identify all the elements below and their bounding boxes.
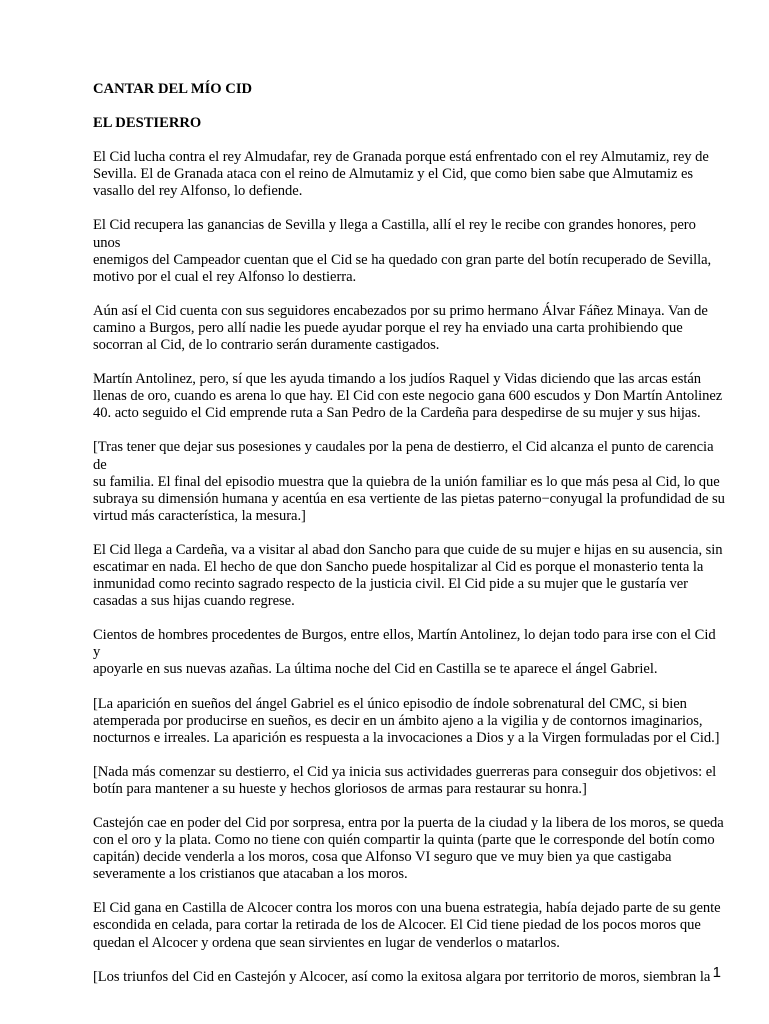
paragraph: Martín Antolinez, pero, sí que les ayuda timando a los judíos Raquel y Vidas diciendo que las arcas están llenas de oro, cuando es arena lo que hay. El Cid con este negocio gana 600 escudos y Don Martín Antolinez 40. acto seguido el Cid emprende ruta a San Pedro de la Cardeña para despedirse de su mujer y sus hijas. bbox=[93, 371, 723, 422]
document-subtitle: EL DESTIERRO bbox=[93, 115, 202, 132]
page-number: 1 bbox=[712, 964, 721, 981]
document-page bbox=[93, 81, 725, 986]
paragraph: Cientos de hombres procedentes de Burgos, entre ellos, Martín Antolinez, lo dejan todo para irse con el Cid y apoyarle en sus nuevas azañas. La última noche del Cid en Castilla se te aparece el ángel Gabriel. bbox=[93, 627, 716, 678]
paragraph: [Los triunfos del Cid en Castejón y Alcocer, así como la exitosa algara por territorio de moros, siembran la bbox=[93, 968, 711, 985]
paragraph: [Tras tener que dejar sus posesiones y caudales por la pena de destierro, el Cid alcanza el punto de carencia de su familia. El final del episodio muestra que la quiebra de la unión familiar es lo que más pesa al Cid, lo que subraya su dimensión humana y acentúa en esa vertiente de las pietas paterno−conyugal la profundidad de su virtud más característica, la mesura.] bbox=[93, 439, 725, 524]
paragraph: El Cid gana en Castilla de Alcocer contra los moros con una buena estrategia, había dejado parte de su gente escondida en celada, para cortar la retirada de los de Alcocer. El Cid tiene piedad de los pocos moros que quedan el Alcocer y ordena que sean sirvientes en lugar de venderlos o matarlos. bbox=[93, 900, 721, 951]
paragraph: Castejón cae en poder del Cid por sorpresa, entra por la puerta de la ciudad y la libera de los moros, se queda con el oro y la plata. Como no tiene con quién compartir la quinta (parte que le corresponde del botín como capitán) decide venderla a los moros, cosa que Alfonso VI seguro que ve muy bien ya que castigaba severamente a los cristianos que atacaban a los moros. bbox=[93, 815, 724, 883]
paragraph: Aún así el Cid cuenta con sus seguidores encabezados por su primo hermano Álvar Fáñez Minaya. Van de camino a Burgos, pero allí nadie les puede ayudar porque el rey ha enviado una carta prohibiendo que socorran al Cid, de lo contrario serán duramente castigados. bbox=[93, 302, 708, 354]
paragraph: El Cid lucha contra el rey Almudafar, rey de Granada porque está enfrentado con el rey Almutamiz, rey de Sevilla. El de Granada ataca con el reino de Almutamiz y el Cid, que como bien sabe que Almutamiz es vasallo del rey Alfonso, lo defiende. bbox=[93, 149, 709, 200]
document-title: CANTAR DEL MÍO CID bbox=[93, 81, 253, 97]
paragraph: El Cid llega a Cardeña, va a visitar al abad don Sancho para que cuide de su mujer e hijas en su ausencia, sin escatimar en nada. El hecho de que don Sancho puede hospitalizar al Cid es porque el monasterio tenta la inmunidad como recinto sagrado respecto de la justicia civil. El Cid pide a su mujer que le gustaría ver casadas a sus hijas cuando regrese. bbox=[93, 541, 723, 610]
paragraph: El Cid recupera las ganancias de Sevilla y llega a Castilla, allí el rey le recibe con grandes honores, pero unos enemigos del Campeador cuentan que el Cid se ha quedado con gran parte del botín recuperado de Sevilla, motivo por el cual el rey Alfonso lo destierra. bbox=[93, 217, 712, 285]
paragraph: [Nada más comenzar su destierro, el Cid ya inicia sus actividades guerreras para conseguir dos objetivos: el botín para mantener a su hueste y hechos gloriosos de armas para restaurar su honra.] bbox=[93, 763, 717, 797]
paragraph: [La aparición en sueños del ángel Gabriel es el único episodio de índole sobrenatural del CMC, si bien atemperada por producirse en sueños, es decir en un ámbito ajeno a la vigilia y de contornos imaginarios, nocturnos e irreales. La aparición es respuesta a la invocaciones a Dios y a la Virgen formuladas por el Cid.] bbox=[93, 695, 720, 746]
